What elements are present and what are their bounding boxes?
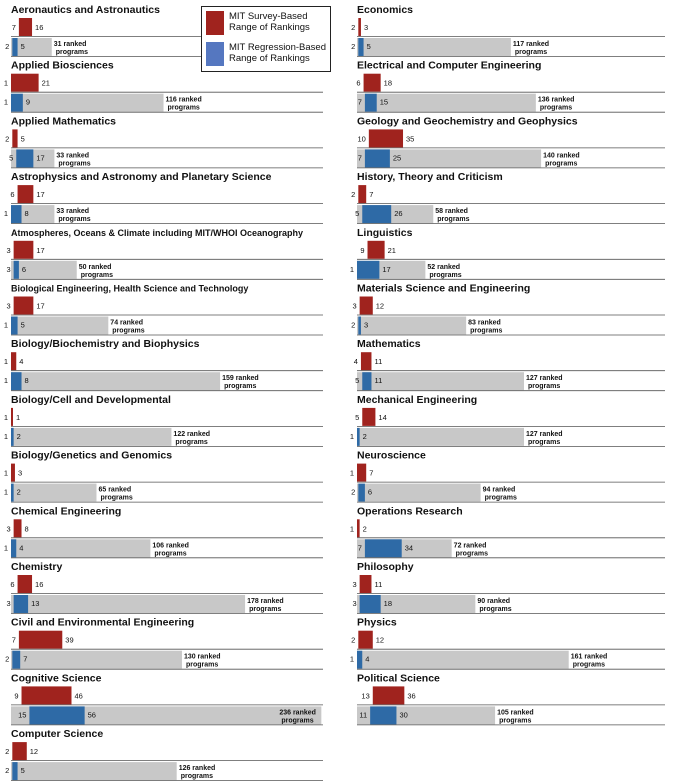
regression-high-label: 3 xyxy=(363,320,369,330)
regression-high-label: 7 xyxy=(23,654,28,664)
regression-range-bar xyxy=(29,706,84,724)
survey-range-bar xyxy=(373,686,405,704)
regression-high-label: 2 xyxy=(16,431,21,441)
survey-low-label: 2 xyxy=(5,134,10,144)
program-title: Geology and Geochemistry and Geophysics xyxy=(357,115,578,128)
survey-high-label: 16 xyxy=(35,580,44,589)
program-title: Applied Mathematics xyxy=(11,115,117,128)
regression-low-label: 2 xyxy=(5,42,10,51)
regression-high-label: 4 xyxy=(19,543,24,553)
regression-low-label: 3 xyxy=(352,599,357,608)
survey-range-bar xyxy=(22,686,72,704)
total-programs-bar xyxy=(11,762,177,780)
regression-low-label: 1 xyxy=(3,543,8,553)
total-label-line1: 33 ranked xyxy=(56,208,90,216)
total-label-line1: 130 ranked xyxy=(183,653,221,661)
survey-low-label: 3 xyxy=(352,301,357,311)
survey-high-label: 46 xyxy=(74,691,83,701)
regression-range-bar xyxy=(358,38,363,56)
total-label-line2: programs xyxy=(100,494,133,502)
survey-low-label: 10 xyxy=(357,134,366,144)
total-label-line2: programs xyxy=(224,383,257,391)
survey-low-label: 9 xyxy=(360,245,365,255)
survey-high-label: 7 xyxy=(369,468,374,478)
survey-range-bar xyxy=(18,185,34,203)
survey-low-label: 3 xyxy=(6,301,11,311)
total-label-line2: programs xyxy=(249,606,282,613)
total-label-line2: programs xyxy=(437,216,470,224)
regression-range-bar xyxy=(362,372,371,390)
regression-range-bar xyxy=(357,261,379,279)
total-programs-bar xyxy=(11,539,150,557)
survey-low-label: 1 xyxy=(3,78,8,88)
total-programs-bar xyxy=(357,428,524,446)
legend-swatch-regression xyxy=(206,42,224,66)
survey-low-label: 2 xyxy=(351,190,356,200)
total-programs-bar xyxy=(11,94,164,112)
survey-range-bar xyxy=(12,129,17,147)
total-programs-bar xyxy=(11,651,182,669)
total-label-line1: 136 ranked xyxy=(537,96,575,104)
survey-low-label: 1 xyxy=(349,468,354,478)
survey-low-label: 6 xyxy=(356,78,361,88)
total-label-line2: programs xyxy=(545,160,578,168)
regression-high-label: 6 xyxy=(21,264,27,274)
survey-low-label: 3 xyxy=(6,524,11,534)
regression-range-bar xyxy=(11,428,14,446)
survey-high-label: 17 xyxy=(36,245,45,255)
total-label-line1: 33 ranked xyxy=(56,152,90,160)
total-label-line2: programs xyxy=(185,661,219,669)
total-label-line1: 90 ranked xyxy=(477,598,511,605)
program-title: Biological Engineering, Health Science and Technology xyxy=(11,283,249,294)
regression-low-label: 2 xyxy=(351,320,356,330)
total-label-line1: 126 ranked xyxy=(178,765,216,773)
total-label-line2: programs xyxy=(112,327,145,335)
survey-low-label: 4 xyxy=(353,357,358,367)
survey-high-label: 16 xyxy=(35,23,44,32)
total-label-line2: programs xyxy=(154,550,187,558)
total-label-line2: programs xyxy=(484,494,517,502)
total-label-line1: 140 ranked xyxy=(543,152,580,160)
program-title: History, Theory and Criticism xyxy=(357,171,503,184)
regression-range-bar xyxy=(16,149,33,167)
total-programs-bar xyxy=(11,428,171,446)
total-label-line2: programs xyxy=(455,550,488,558)
program-title: Operations Research xyxy=(357,505,463,518)
total-label-line2: programs xyxy=(167,104,200,112)
regression-range-bar xyxy=(370,706,396,724)
program-title: Mathematics xyxy=(357,338,421,351)
legend-label-survey: MIT Survey-Based Range of Rankings xyxy=(229,11,310,33)
regression-high-label: 5 xyxy=(20,320,25,330)
total-label-line1: 72 ranked xyxy=(453,542,487,550)
survey-high-label: 11 xyxy=(374,357,383,367)
total-label-line1: 74 ranked xyxy=(110,319,143,327)
survey-range-bar xyxy=(11,74,39,92)
total-label-line2: programs xyxy=(80,271,114,279)
program-title: Astrophysics and Astronomy and Planetary Science xyxy=(11,171,272,184)
survey-high-label: 2 xyxy=(362,524,367,534)
survey-range-bar xyxy=(360,297,373,315)
regression-range-bar xyxy=(12,38,17,56)
total-label-line1: 159 ranked xyxy=(222,375,259,383)
program-title: Biology/Cell and Developmental xyxy=(11,393,171,406)
survey-range-bar xyxy=(14,519,22,537)
regression-range-bar xyxy=(11,539,16,557)
regression-low-label: 1 xyxy=(3,320,8,330)
survey-range-bar xyxy=(14,297,34,315)
regression-range-bar xyxy=(12,762,17,780)
survey-low-label: 3 xyxy=(352,580,357,589)
survey-low-label: 9 xyxy=(14,691,19,701)
survey-range-bar xyxy=(357,464,366,482)
total-label-line1: 83 ranked xyxy=(468,319,501,327)
total-label-line2: programs xyxy=(539,104,573,112)
regression-high-label: 2 xyxy=(362,431,367,441)
total-label-line2: programs xyxy=(58,160,91,168)
total-label-line2: programs xyxy=(175,438,208,446)
survey-range-bar xyxy=(11,464,15,482)
regression-low-label: 1 xyxy=(3,487,8,497)
total-label-line1: 105 ranked xyxy=(497,709,534,717)
program-title: Atmospheres, Oceans & Climate including MIT/WHOI Oceanography xyxy=(11,227,304,238)
survey-range-bar xyxy=(19,18,32,36)
survey-low-label: 3 xyxy=(6,245,11,255)
total-label-line2: programs xyxy=(528,383,561,391)
regression-range-bar xyxy=(360,595,381,613)
survey-range-bar xyxy=(358,185,366,203)
regression-range-bar xyxy=(357,651,362,669)
regression-range-bar xyxy=(11,372,22,390)
total-programs-bar xyxy=(357,38,511,56)
survey-range-bar xyxy=(360,575,372,593)
total-programs-bar xyxy=(357,484,481,502)
legend-swatch-survey xyxy=(206,11,224,35)
regression-high-label: 5 xyxy=(20,42,25,51)
total-label-line1: 178 ranked xyxy=(247,598,284,605)
regression-range-bar xyxy=(358,317,361,335)
total-label-line1: 52 ranked xyxy=(427,263,461,271)
regression-high-label: 5 xyxy=(366,42,371,51)
program-title: Chemistry xyxy=(11,561,63,573)
regression-low-label: 5 xyxy=(355,209,360,219)
regression-low-label: 2 xyxy=(351,487,356,497)
regression-low-label: 7 xyxy=(357,153,362,163)
survey-range-bar xyxy=(358,631,372,649)
regression-low-label: 7 xyxy=(357,543,362,553)
regression-range-bar xyxy=(11,205,22,223)
survey-low-label: 7 xyxy=(11,635,16,645)
program-title: Cognitive Science xyxy=(11,672,102,685)
survey-high-label: 11 xyxy=(374,580,383,589)
survey-range-bar xyxy=(11,408,13,426)
survey-low-label: 6 xyxy=(10,580,15,589)
regression-high-label: 15 xyxy=(379,97,389,107)
total-programs-bar xyxy=(11,261,77,279)
regression-high-label: 9 xyxy=(25,97,31,107)
survey-range-bar xyxy=(364,74,381,92)
survey-high-label: 14 xyxy=(378,412,387,422)
survey-low-label: 2 xyxy=(351,635,356,645)
program-title: Aeronautics and Astronautics xyxy=(11,4,160,16)
regression-range-bar xyxy=(358,484,365,502)
total-programs-bar xyxy=(11,484,96,502)
survey-low-label: 1 xyxy=(3,412,8,422)
regression-range-bar xyxy=(11,484,14,502)
survey-high-label: 39 xyxy=(65,635,74,645)
program-title: Physics xyxy=(357,616,397,629)
regression-range-bar xyxy=(357,428,360,446)
regression-high-label: 4 xyxy=(365,654,370,664)
legend-item-regression xyxy=(206,42,326,66)
regression-high-label: 17 xyxy=(382,264,391,274)
regression-low-label: 2 xyxy=(5,766,10,776)
legend-label-regression: MIT Regression-Based Range of Rankings xyxy=(229,42,326,64)
survey-high-label: 5 xyxy=(20,134,25,144)
total-label-line2: programs xyxy=(470,327,503,335)
total-label-line1: 127 ranked xyxy=(526,430,563,438)
regression-high-label: 5 xyxy=(20,766,25,776)
survey-low-label: 5 xyxy=(355,412,360,422)
total-label-line2: programs xyxy=(528,438,561,446)
legend xyxy=(201,6,331,72)
total-label-line2: programs xyxy=(429,271,462,279)
program-title: Electrical and Computer Engineering xyxy=(357,59,542,72)
regression-low-label: 3 xyxy=(6,599,11,608)
regression-high-label: 34 xyxy=(404,543,414,553)
regression-high-label: 8 xyxy=(24,376,29,386)
total-label-line1: 50 ranked xyxy=(78,263,112,271)
regression-high-label: 13 xyxy=(31,599,40,608)
total-programs-bar xyxy=(357,651,569,669)
program-title: Economics xyxy=(357,4,414,16)
survey-range-bar xyxy=(12,742,26,760)
regression-range-bar xyxy=(365,149,390,167)
regression-low-label: 2 xyxy=(351,42,356,51)
survey-range-bar xyxy=(369,129,403,147)
total-label-line1: 236 ranked xyxy=(279,709,316,717)
regression-range-bar xyxy=(11,317,18,335)
regression-low-label: 1 xyxy=(3,209,8,219)
survey-range-bar xyxy=(19,631,62,649)
survey-range-bar xyxy=(358,18,361,36)
survey-high-label: 3 xyxy=(17,468,23,478)
total-label-line2: programs xyxy=(514,49,548,56)
survey-low-label: 6 xyxy=(10,190,15,200)
total-label-line1: 106 ranked xyxy=(152,542,189,550)
survey-high-label: 36 xyxy=(407,691,416,701)
total-programs-bar xyxy=(11,372,220,390)
program-title: Chemical Engineering xyxy=(11,505,122,518)
survey-range-bar xyxy=(357,519,360,537)
regression-high-label: 6 xyxy=(367,487,373,497)
regression-high-label: 25 xyxy=(392,153,402,163)
regression-low-label: 1 xyxy=(349,264,354,274)
regression-low-label: 1 xyxy=(349,654,354,664)
program-title: Civil and Environmental Engineering xyxy=(11,616,195,629)
survey-high-label: 17 xyxy=(36,190,45,200)
regression-high-label: 26 xyxy=(394,209,403,219)
regression-low-label: 15 xyxy=(18,710,27,720)
program-title: Computer Science xyxy=(11,728,104,741)
program-title: Philosophy xyxy=(357,561,414,573)
program-title: Mechanical Engineering xyxy=(357,393,478,406)
total-label-line2: programs xyxy=(55,49,89,56)
survey-low-label: 1 xyxy=(3,468,8,478)
program-title: Biology/Genetics and Genomics xyxy=(11,449,173,462)
total-label-line1: 31 ranked xyxy=(53,41,87,48)
total-label-line1: 58 ranked xyxy=(435,208,468,216)
program-title: Applied Biosciences xyxy=(11,59,114,72)
survey-low-label: 2 xyxy=(5,747,10,757)
regression-range-bar xyxy=(12,651,20,669)
total-programs-bar xyxy=(11,595,245,613)
total-label-line2: programs xyxy=(180,773,213,781)
survey-high-label: 17 xyxy=(36,301,45,311)
total-label-line1: 127 ranked xyxy=(526,375,563,383)
total-label-line2: programs xyxy=(281,717,314,725)
survey-range-bar xyxy=(368,241,385,259)
survey-high-label: 12 xyxy=(375,635,385,645)
survey-range-bar xyxy=(361,352,372,370)
regression-high-label: 11 xyxy=(374,376,383,386)
total-label-line1: 94 ranked xyxy=(482,486,516,494)
survey-low-label: 1 xyxy=(349,524,354,534)
survey-high-label: 4 xyxy=(19,357,24,367)
survey-low-label: 2 xyxy=(351,23,356,32)
survey-high-label: 3 xyxy=(363,23,369,32)
program-title: Materials Science and Engineering xyxy=(357,282,531,295)
survey-high-label: 21 xyxy=(41,78,50,88)
regression-high-label: 8 xyxy=(24,209,29,219)
regression-range-bar xyxy=(14,595,28,613)
program-title: Neuroscience xyxy=(357,449,426,462)
legend-item-survey xyxy=(206,11,310,35)
survey-high-label: 7 xyxy=(369,190,374,200)
total-label-line2: programs xyxy=(479,606,512,613)
survey-range-bar xyxy=(18,575,32,593)
regression-range-bar xyxy=(365,539,402,557)
survey-high-label: 35 xyxy=(406,134,415,144)
survey-range-bar xyxy=(362,408,375,426)
regression-high-label: 30 xyxy=(399,710,408,720)
survey-high-label: 1 xyxy=(16,412,21,422)
survey-range-bar xyxy=(11,352,16,370)
regression-low-label: 1 xyxy=(3,97,8,107)
regression-low-label: 7 xyxy=(357,97,362,107)
regression-range-bar xyxy=(11,94,23,112)
survey-range-bar xyxy=(14,241,34,259)
regression-range-bar xyxy=(14,261,19,279)
total-programs-bar xyxy=(357,317,466,335)
regression-low-label: 1 xyxy=(3,376,8,386)
total-label-line1: 117 ranked xyxy=(512,41,550,48)
total-programs-bar xyxy=(11,317,108,335)
regression-high-label: 2 xyxy=(16,487,21,497)
program-title: Political Science xyxy=(357,672,440,685)
survey-low-label: 1 xyxy=(3,357,8,367)
regression-high-label: 56 xyxy=(87,710,96,720)
regression-low-label: 5 xyxy=(9,153,14,163)
regression-high-label: 18 xyxy=(383,599,393,608)
regression-low-label: 11 xyxy=(359,710,368,720)
total-label-line1: 65 ranked xyxy=(98,486,132,494)
total-label-line2: programs xyxy=(499,717,532,725)
survey-high-label: 21 xyxy=(387,245,396,255)
regression-low-label: 3 xyxy=(6,264,11,274)
survey-low-label: 7 xyxy=(11,23,16,32)
regression-range-bar xyxy=(365,94,377,112)
regression-high-label: 17 xyxy=(36,153,45,163)
program-title: Linguistics xyxy=(357,226,413,239)
regression-range-bar xyxy=(362,205,391,223)
regression-low-label: 2 xyxy=(5,654,10,664)
survey-high-label: 12 xyxy=(29,747,39,757)
total-label-line2: programs xyxy=(572,661,606,669)
total-label-line1: 122 ranked xyxy=(173,430,211,438)
survey-high-label: 18 xyxy=(383,78,393,88)
program-title: Biology/Biochemistry and Biophysics xyxy=(11,338,200,351)
regression-low-label: 5 xyxy=(355,376,360,386)
total-label-line1: 161 ranked xyxy=(570,653,608,661)
regression-low-label: 1 xyxy=(3,431,8,441)
survey-high-label: 12 xyxy=(375,301,385,311)
survey-high-label: 8 xyxy=(24,524,29,534)
total-label-line2: programs xyxy=(58,216,91,224)
survey-low-label: 13 xyxy=(361,691,370,701)
total-label-line1: 116 ranked xyxy=(165,96,202,104)
regression-low-label: 1 xyxy=(349,431,354,441)
